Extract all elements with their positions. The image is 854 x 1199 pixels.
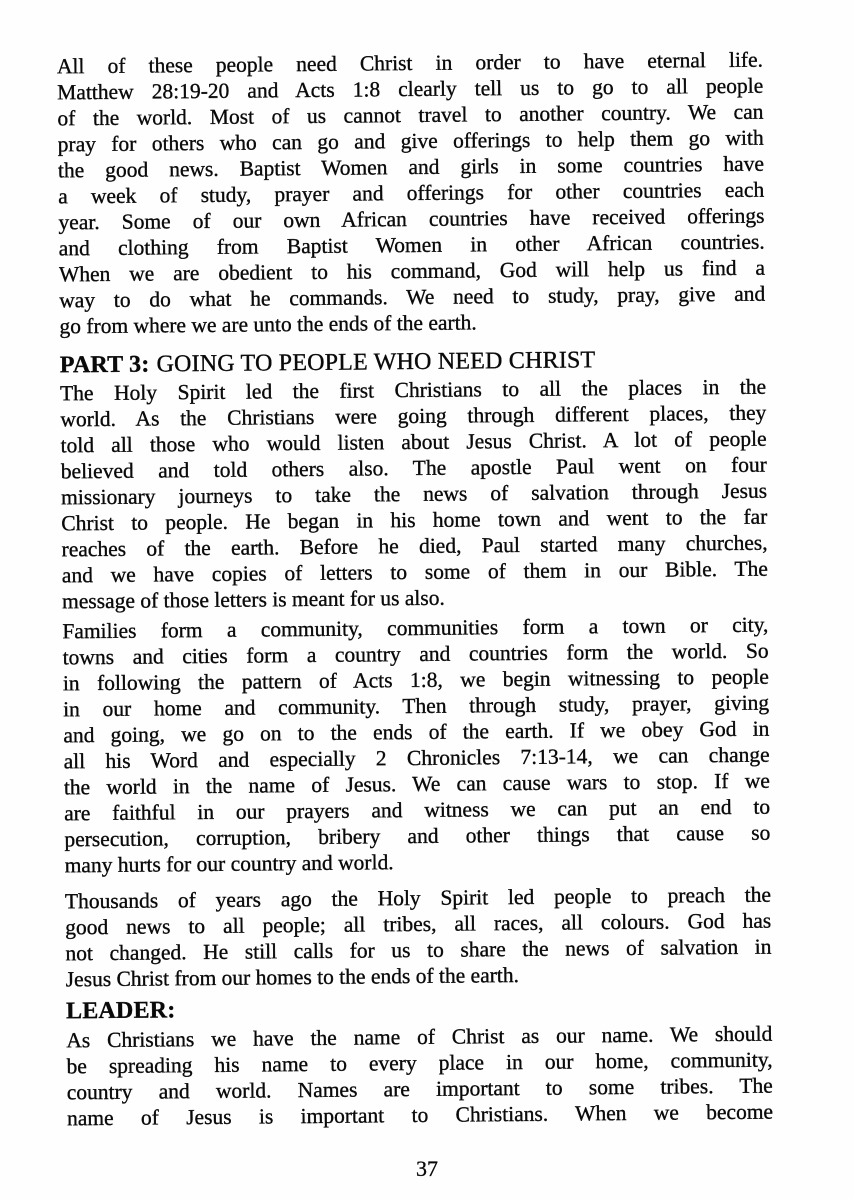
text-line: of the world. Most of us cannot travel to another country. We can: [57, 99, 764, 131]
text-line: and we have copies of letters to some of them in our Bible. The: [61, 556, 768, 588]
text-line: good news to all people; all tribes, all races, all colours. God has: [65, 908, 772, 940]
text-line: Jesus Christ from our homes to the ends of the earth.: [65, 963, 520, 992]
text-line: The Holy Spirit led the first Christians to all the places in the: [59, 374, 767, 406]
text-line: world. As the Christians were going through different places, they: [60, 400, 767, 432]
text-line: When we are obedient to his command, God will help us find a: [58, 255, 766, 287]
text-line: many hurts for our country and world.: [64, 850, 394, 878]
text-line: not changed. He still calls for us to share the news of salvation in: [65, 934, 772, 966]
text-line: name of Jesus is important to Christians. When we become: [66, 1099, 774, 1131]
text-line: pray for others who can go and give offerings to help them go with: [57, 125, 764, 157]
paragraph: [57, 47, 766, 340]
text-line: a week of study, prayer and offerings for other countries each: [58, 177, 765, 209]
paragraph: [65, 882, 772, 993]
text-line: As Christians we have the name of Christ as our name. We should: [66, 1021, 773, 1053]
text-line: and going, we go on to the ends of the earth. If we obey God in: [63, 716, 770, 748]
text-line: towns and cities form a country and countries form the world. So: [62, 638, 769, 670]
page-number: 37: [416, 1156, 438, 1181]
text-line: told all those who would listen about Jesus Christ. A lot of people: [60, 426, 767, 458]
text-line: Matthew 28:19-20 and Acts 1:8 clearly tell us to go to all people: [57, 73, 764, 105]
text-line: message of those letters is meant for us also.: [61, 585, 445, 614]
text-line: and clothing from Baptist Women in other African countries.: [58, 229, 765, 261]
text-line: go from where we are unto the ends of the earth.: [59, 310, 477, 339]
text-line: All of these people need Christ in order to have eternal life.: [56, 47, 764, 79]
text-line: the world in the name of Jesus. We can cause wars to stop. If we: [63, 768, 770, 800]
text-line: missionary journeys to take the news of salvation through Jesus: [60, 478, 768, 510]
text-line: persecution, corruption, bribery and other things that cause so: [64, 820, 771, 852]
page-text-block: [57, 47, 773, 1132]
text-line: country and world. Names are important to some tribes. The: [66, 1073, 773, 1105]
text-line: Christ to people. He began in his home town and went to the far: [61, 504, 768, 536]
paragraph: [60, 374, 768, 615]
heading-prefix: PART 3:: [59, 351, 150, 379]
text-line: all his Word and especially 2 Chronicles 7:13-14, we can change: [63, 742, 770, 774]
text-line: the good news. Baptist Women and girls in some countries have: [57, 151, 765, 183]
heading-prefix: LEADER:: [65, 997, 176, 1025]
heading-text: GOING TO PEOPLE WHO NEED CHRIST: [156, 347, 596, 378]
text-line: in our home and community. Then through study, prayer, giving: [63, 690, 770, 722]
text-line: way to do what he commands. We need to study, pray, give and: [59, 281, 766, 313]
section-heading: [66, 992, 772, 1026]
text-line: Thousands of years ago the Holy Spirit led people to preach the: [64, 882, 772, 914]
text-line: be spreading his name to every place in our home, community,: [66, 1047, 773, 1079]
paragraph: [62, 612, 770, 879]
text-line: believed and told others also. The apostle Paul went on four: [60, 452, 767, 484]
text-line: reaches of the earth. Before he died, Paul started many churches,: [61, 530, 768, 562]
text-line: year. Some of our own African countries have received offerings: [58, 203, 765, 235]
text-line: are faithful in our prayers and witness we can put an end to: [64, 794, 771, 826]
text-line: Families form a community, communities form a town or city,: [62, 612, 769, 644]
paragraph: [66, 1021, 773, 1132]
text-line: in following the pattern of Acts 1:8, we begin witnessing to people: [62, 664, 769, 696]
